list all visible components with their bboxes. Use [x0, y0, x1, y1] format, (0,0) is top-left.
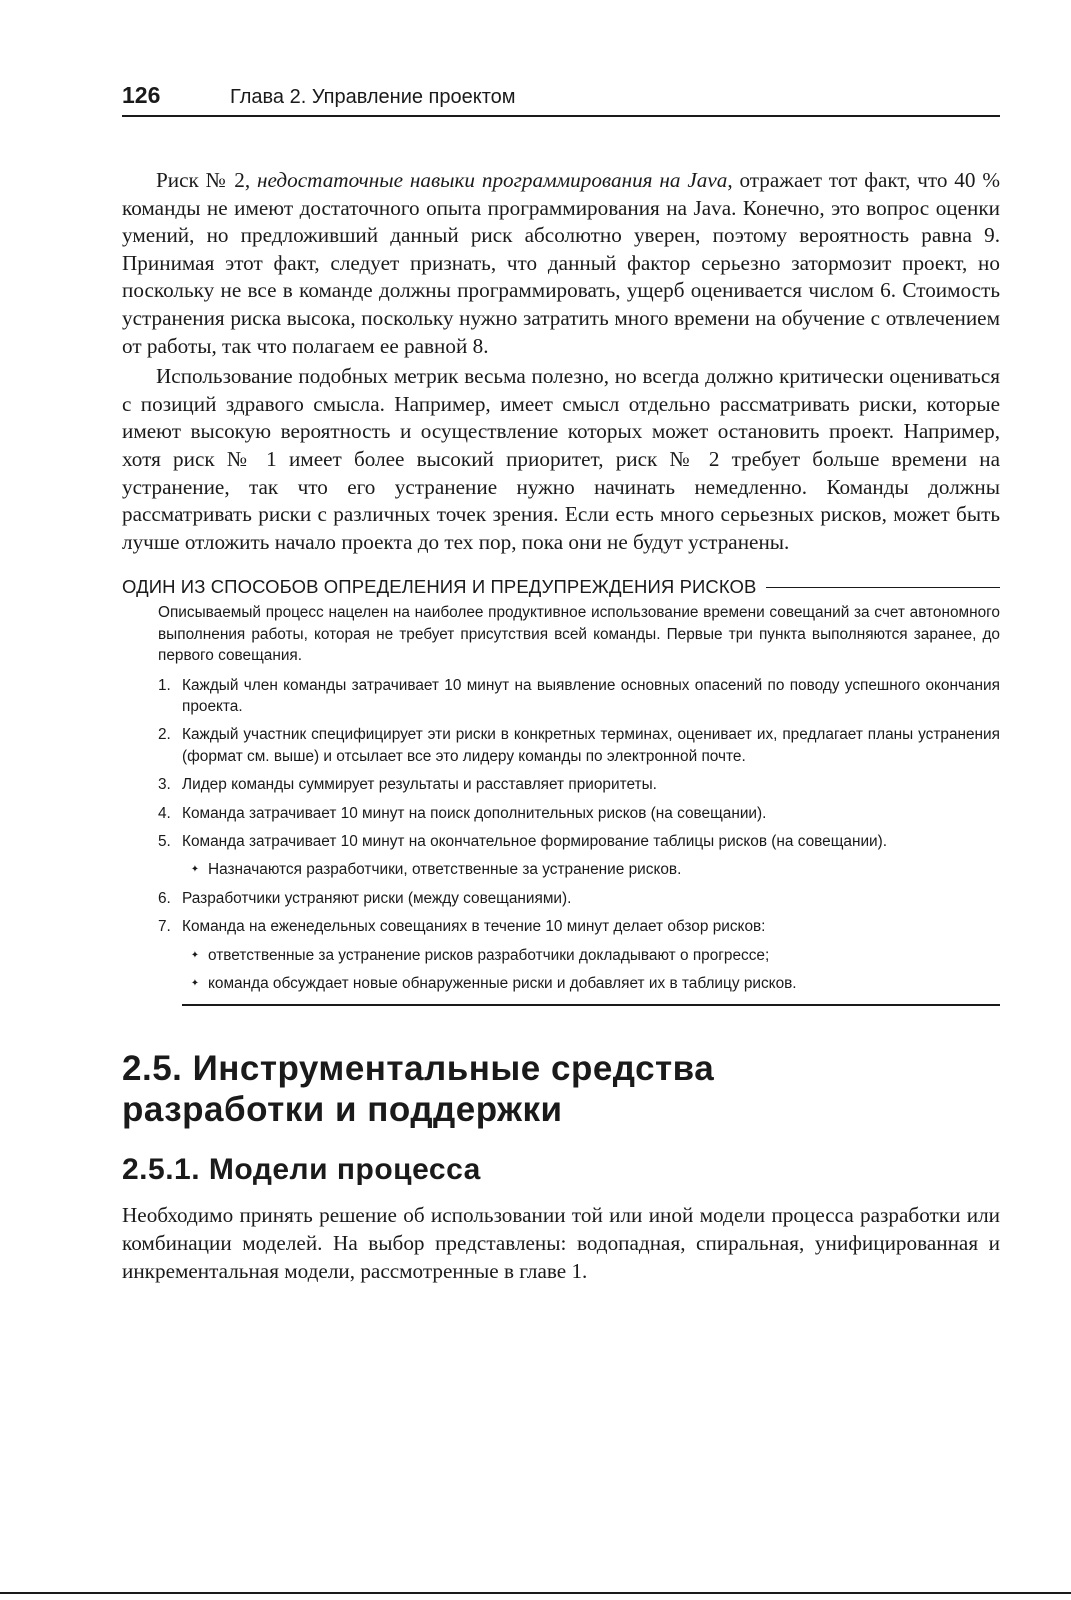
step-number: 2. [158, 726, 171, 744]
list-item-step-2 [158, 724, 1000, 767]
running-head [122, 82, 1000, 117]
risk-2-name: недостаточные навыки программирования на Java [257, 168, 728, 192]
bullet-text: команда обсуждает новые обнаруженные риски и добавляет их в таблицу рисков. [208, 975, 797, 992]
list-item-bullet [182, 859, 1000, 880]
paragraph-risk-2-prefix: Риск № 2, [156, 168, 258, 192]
section-title-line-1: 2.5. Инструментальные средства [122, 1049, 715, 1089]
paragraph-process-models: Необходимо принять решение об использовании той или иной модели процесса разработки или комбинации моделей. На выбор представлены: водопадная, спиральная, унифицированная и инкрементальная модели, рассмотренные в главе 1. [122, 1203, 1000, 1283]
steps-list [158, 675, 1000, 995]
page-number: 126 [122, 82, 161, 108]
section-title-line-2: разработки и поддержки [122, 1090, 563, 1130]
sidebar-end-rule [182, 1004, 1000, 1006]
step-text: Каждый член команды затрачивает 10 минут на выявление основных опасений по поводу успешного окончания проекта. [182, 676, 1000, 715]
step-text: Разработчики устраняют риски (между совещаниями). [182, 889, 572, 907]
sidebar-body [158, 602, 1000, 994]
step-5-bullets [158, 859, 1000, 880]
step-number: 4. [158, 804, 171, 822]
paragraph-risk-2-rest: , отражает тот факт, что 40 % команды не имеют достаточного опыта программирования на Java. Конечно, это вопрос оценки умений, но предложивший данный риск абсолютно уверен, поэтому вероятность равна 9. Принимая этот факт, следует признать, что данный фактор серьезно затормозит проект, но поскольку не все в команде должны программировать, ущерб оценивается числом 6. Стоимость устранения риска высока, поскольку нужно затратить много времени на обучение с отвлечением от работы, так что полагаем ее равной 8. [122, 168, 1000, 358]
list-item-step-1 [158, 675, 1000, 718]
step-text: Команда на еженедельных совещаниях в течение 10 минут делает обзор рисков: [182, 918, 766, 936]
bullet-list [158, 859, 1000, 880]
subsection-title: 2.5.1. Модели процесса [122, 1153, 481, 1187]
list-item-step-4 [158, 803, 1000, 824]
step-number: 3. [158, 776, 171, 794]
paragraph-metrics: Использование подобных метрик весьма полезно, но всегда должно критически оцениваться с позиций здравого смысла. Например, имеет смысл отдельно рассматривать риски, которые имеют высокую вероятность и осуществление которых может остановить проект. Например, хотя риск № 1 имеет более высокий приоритет, риск № 2 требует больше времени на устранение, так что его устранение нужно начинать немедленно. Команды должны рассматривать риски с различных точек зрения. Если есть много серьезных рисков, может быть лучше отложить начало проекта до тех пор, пока они не будут устранены. [122, 364, 1000, 554]
bullet-list [158, 945, 1000, 995]
bullet-text: ответственные за устранение рисков разработчики докладывают о прогрессе; [208, 946, 770, 964]
bullet-text: Назначаются разработчики, ответственные за устранение рисков. [208, 861, 682, 879]
book-page [122, 82, 1000, 1285]
step-text: Команда затрачивает 10 минут на поиск дополнительных рисков (на совещании). [182, 804, 767, 822]
diamond-bullet-icon: ✦ [190, 949, 200, 961]
step-number: 7. [158, 918, 171, 936]
paragraph-risk-2 [122, 167, 1000, 360]
step-number: 1. [158, 676, 171, 694]
step-text: Лидер команды суммирует результаты и расставляет приоритеты. [182, 776, 657, 794]
risk-method-sidebar [122, 576, 1000, 1006]
step-text: Команда затрачивает 10 минут на окончательное формирование таблицы рисков (на совещании). [182, 832, 888, 850]
list-item-step-5 [158, 831, 1000, 852]
step-7-bullets [158, 945, 1000, 995]
step-number: 6. [158, 889, 171, 907]
list-item-step-7 [158, 916, 1000, 937]
step-text: Каждый участник специфицирует эти риски в конкретных терминах, оценивает их, предлагает планы устранения (формат см. выше) и отсылает все это лидеру команды по электронной почте. [182, 726, 1000, 765]
sidebar-title-text: ОДИН ИЗ СПОСОБОВ ОПРЕДЕЛЕНИЯ И ПРЕДУПРЕЖДЕНИЯ РИСКОВ [122, 576, 757, 598]
sidebar-intro: Описываемый процесс нацелен на наиболее продуктивное использование времени совещаний за счет автономного выполнения работы, которая не требует присутствия всей команды. Первые три пункта выполняются заранее, до первого совещания. [158, 604, 1000, 665]
list-item-bullet [182, 945, 1000, 966]
list-item-bullet [182, 973, 1000, 994]
chapter-title: Глава 2. Управление проектом [230, 86, 516, 108]
section-title [122, 1048, 1000, 1130]
page-bottom-edge [0, 1592, 1071, 1594]
sidebar-title-rule [766, 587, 1000, 588]
diamond-bullet-icon: ✦ [190, 864, 200, 876]
list-item-step-3 [158, 774, 1000, 795]
list-item-step-6 [158, 888, 1000, 909]
step-number: 5. [158, 832, 171, 850]
diamond-bullet-icon: ✦ [190, 978, 200, 989]
sidebar-title [122, 576, 1000, 598]
